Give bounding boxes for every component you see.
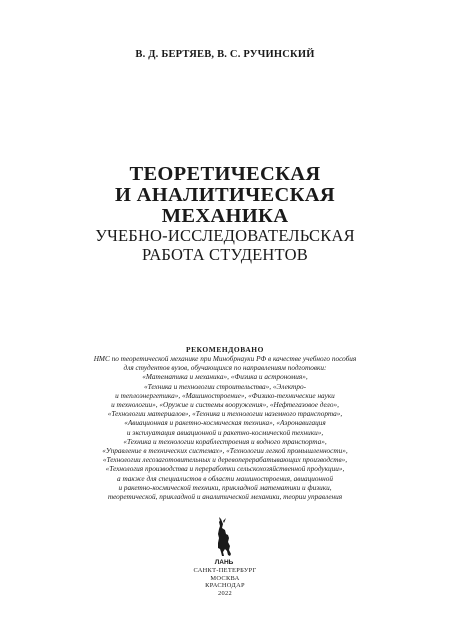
- city-line: МОСКВА: [210, 574, 240, 582]
- recommendation-block: [0, 345, 450, 502]
- logo-text: ЛАНЬ: [214, 559, 234, 566]
- recommendation-line: НМС по теоретической механике при Минобрнауки РФ в качестве учебного пособия: [93, 355, 357, 363]
- city-line: КРАСНОДАР: [205, 582, 245, 590]
- recommendation-line: и теплоэнергетика», «Машиностроение», «Физико-технические науки: [115, 391, 335, 400]
- recommendation-line: «Технологии материалов», «Техника и технологии наземного транспорта»,: [107, 410, 343, 419]
- recommendation-heading: РЕКОМЕНДОВАНО: [186, 345, 264, 354]
- book-authors: В. Д. БЕРТЯЕВ, В. С. РУЧИНСКИЙ: [135, 49, 315, 60]
- city-line: САНКТ-ПЕТЕРБУРГ: [193, 567, 257, 574]
- recommendation-line: «Техника и технологии строительства», «Электро-: [144, 382, 306, 391]
- recommendation-line: и ракетно-космической техники, прикладной математики и физики,: [118, 483, 332, 492]
- recommendation-line: и эксплуатация авиационной и ракетно-космической техники»,: [126, 428, 324, 437]
- recommendation-line: «Авиационная и ракетно-космическая техника», «Аэронавигация: [124, 419, 326, 428]
- subtitle-line: РАБОТА СТУДЕНТОВ: [142, 244, 308, 264]
- recommendation-line: теоретической, прикладной и аналитической механики, теории управления: [107, 493, 343, 502]
- recommendation-line: «Технология производства и переработки сельскохозяйственной продукции»,: [105, 465, 345, 474]
- publisher-imprint: [0, 567, 450, 597]
- title-line: ТЕОРЕТИЧЕСКАЯ: [129, 163, 321, 185]
- recommendation-line: «Управление в технических системах», «Технологии легкой промышленности»,: [102, 447, 348, 456]
- recommendation-line: для студентов вузов, обучающихся по направлениям подготовки:: [123, 364, 327, 373]
- publication-year: 2022: [218, 589, 232, 597]
- doe-silhouette: [218, 519, 231, 556]
- recommendation-line: а также для специалистов в области машиностроения, авиационной: [117, 474, 333, 483]
- recommendation-line: «Технологии лесозаготовительных и деревоперерабатывающих производств»,: [102, 456, 348, 465]
- subtitle-line: УЧЕБНО-ИССЛЕДОВАТЕЛЬСКАЯ: [95, 226, 355, 245]
- doe-logo-icon: [209, 516, 239, 566]
- recommendation-line: «Техника и технологии кораблестроения и водного транспорта»,: [123, 437, 327, 446]
- recommendation-line: и технологии», «Оружие и системы вооружения», «Нефтегазовое дело»,: [111, 401, 339, 410]
- title-line: МЕХАНИКА: [161, 205, 289, 227]
- title-line: И АНАЛИТИЧЕСКАЯ: [115, 184, 335, 206]
- book-title: [0, 164, 450, 264]
- recommendation-line: «Математика и механика», «Физика и астрономия»,: [142, 373, 308, 382]
